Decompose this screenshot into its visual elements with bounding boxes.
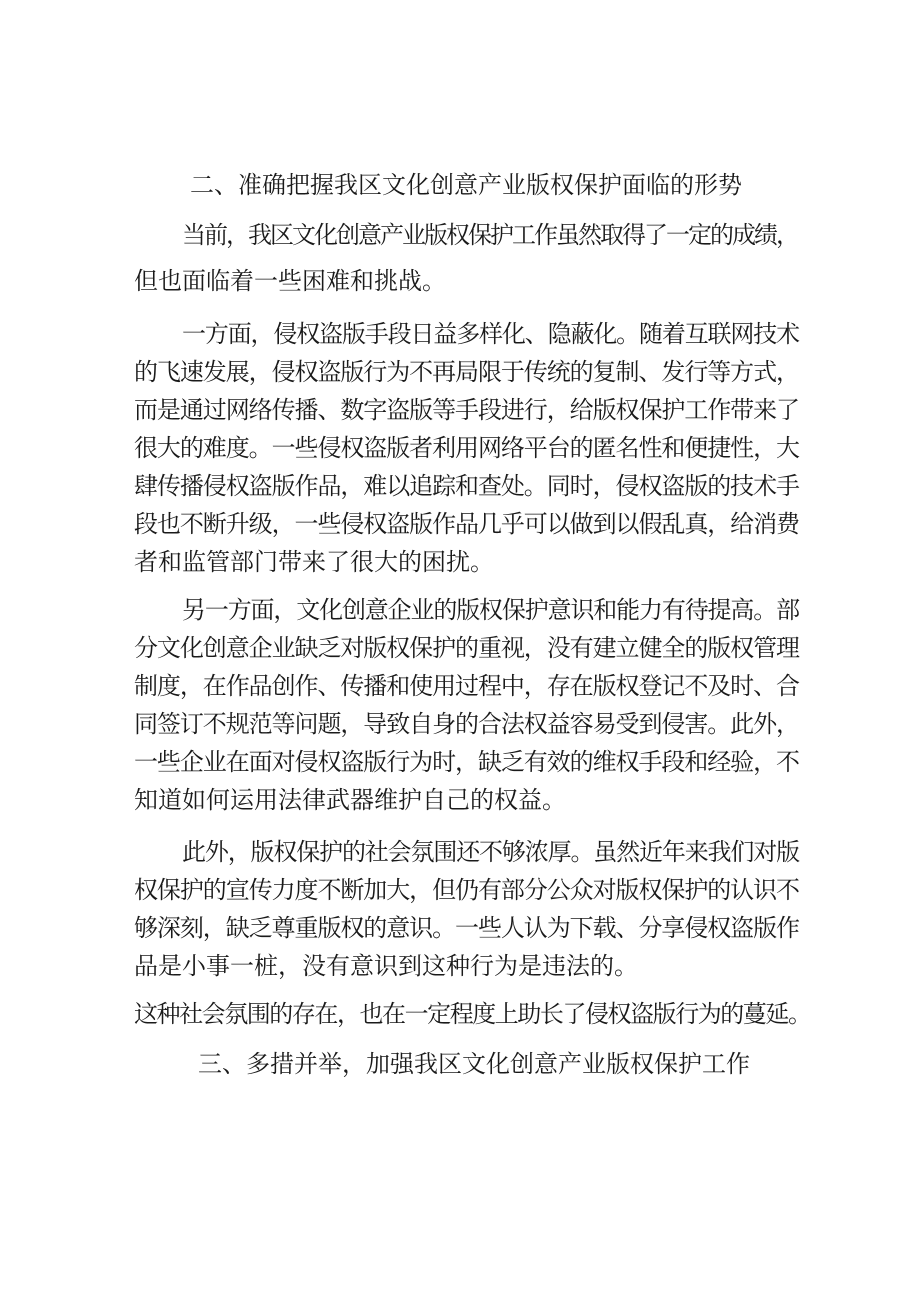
paragraph-line: 制度，在作品创作、传播和使用过程中，存在版权登记不及时、合 [134, 672, 799, 700]
paragraph-line: 品是小事一桩，没有意识到这种行为是违法的。 [134, 952, 638, 980]
paragraph-line: 够深刻，缺乏尊重版权的意识。一些人认为下载、分享侵权盗版作 [134, 914, 799, 942]
paragraph-line: 的飞速发展，侵权盗版行为不再局限于传统的复制、发行等方式， [134, 358, 799, 386]
paragraph-line: 一方面，侵权盗版手段日益多样化、隐蔽化。随着互联网技术 [182, 320, 799, 348]
paragraph-line: 但也面临着一些困难和挑战。 [134, 267, 446, 295]
paragraph-line: 知道如何运用法律武器维护自己的权益。 [134, 786, 566, 814]
paragraph-line: 另一方面，文化创意企业的版权保护意识和能力有待提高。部 [182, 596, 799, 624]
paragraph-line: 分文化创意企业缺乏对版权保护的重视，没有建立健全的版权管理 [134, 634, 799, 662]
paragraph-line: 肆传播侵权盗版作品，难以追踪和查处。同时，侵权盗版的技术手 [134, 472, 799, 500]
paragraph-line: 者和监管部门带来了很大的困扰。 [134, 548, 494, 576]
paragraph-line: 当前，我区文化创意产业版权保护工作虽然取得了一定的成绩， [182, 221, 798, 249]
paragraph-line: 很大的难度。一些侵权盗版者利用网络平台的匿名性和便捷性，大 [134, 434, 799, 462]
paragraph-line: 而是通过网络传播、数字盗版等手段进行，给版权保护工作带来了 [134, 396, 799, 424]
paragraph-line: 一些企业在面对侵权盗版行为时，缺乏有效的维权手段和经验，不 [134, 748, 799, 776]
paragraph-line: 此外，版权保护的社会氛围还不够浓厚。虽然近年来我们对版 [182, 838, 799, 866]
section-heading-3: 三、多措并举，加强我区文化创意产业版权保护工作 [198, 1050, 750, 1078]
paragraph-line: 段也不断升级，一些侵权盗版作品几乎可以做到以假乱真，给消费 [134, 510, 799, 538]
paragraph-line: 同签订不规范等问题，导致自身的合法权益容易受到侵害。此外， [134, 710, 799, 738]
section-heading-2: 二、准确把握我区文化创意产业版权保护面临的形势 [190, 171, 742, 199]
paragraph-line: 这种社会氛围的存在，也在一定程度上助长了侵权盗版行为的蔓延。 [134, 1000, 811, 1028]
paragraph-line: 权保护的宣传力度不断加大，但仍有部分公众对版权保护的认识不 [134, 876, 799, 904]
